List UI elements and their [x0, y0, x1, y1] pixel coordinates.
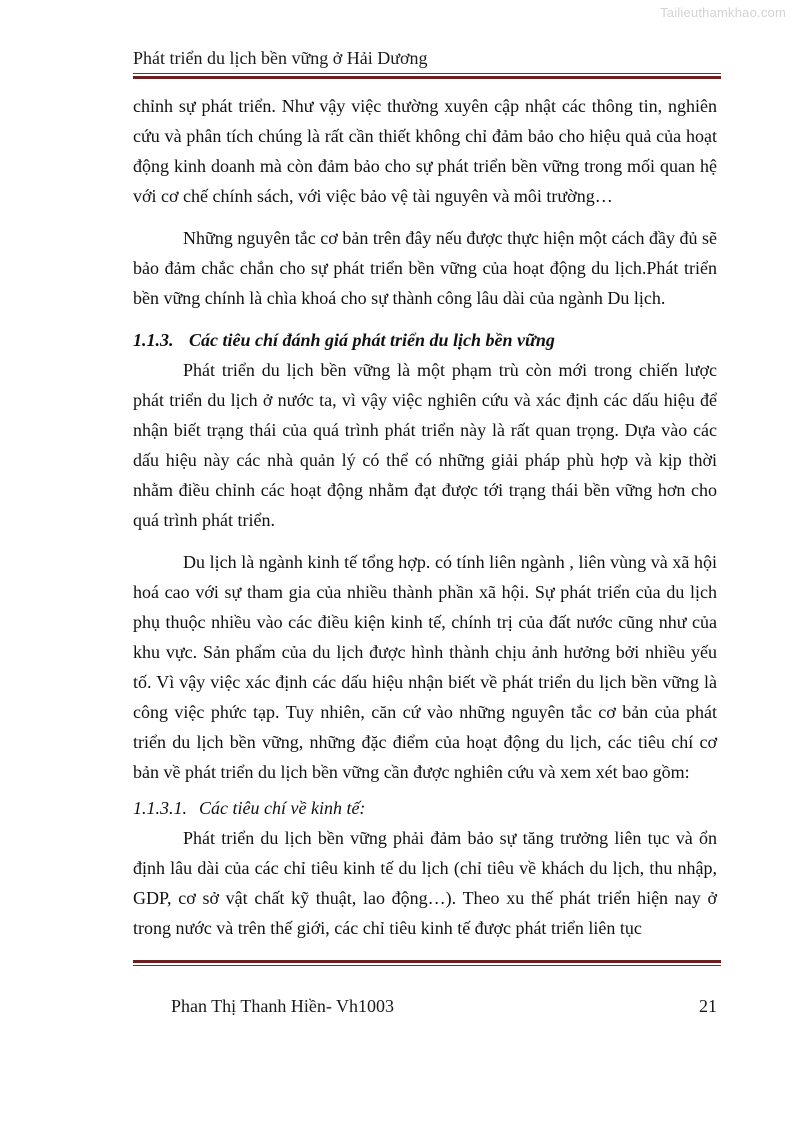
footer-rule-thick: [133, 960, 721, 963]
paragraph-5: Phát triển du lịch bền vững phải đảm bảo sự tăng trưởng liên tục và ổn định lâu dài của các chỉ tiêu kinh tế du lịch (chỉ tiêu về khách du lịch, thu nhập, GDP, cơ sở vật chất kỹ thuật, lao động…). Theo xu thế phát triển hiện nay ở trong nước và trên thế giới, các chỉ tiêu kinh tế được phát triển liên tục: [133, 828, 717, 938]
watermark-text: Tailieuthamkhao.com: [660, 5, 786, 20]
running-header-title: Phát triển du lịch bền vững ở Hải Dương: [133, 48, 428, 68]
section-number: 1.1.3.: [133, 330, 174, 350]
footer-rule-thin: [133, 965, 721, 966]
page-number: 21: [699, 996, 717, 1016]
footer-author: Phan Thị Thanh Hiền- Vh1003: [171, 996, 394, 1016]
paragraph-2: Những nguyên tắc cơ bản trên đây nếu được thực hiện một cách đầy đủ sẽ bảo đảm chắc chắn cho sự phát triển bền vững của hoạt động du lịch.Phát triển bền vững chính là chìa khoá cho sự thành công lâu dài của ngành Du lịch.: [133, 228, 717, 308]
section-heading: [133, 325, 717, 355]
subsection-heading: [133, 793, 717, 823]
header-rule-thin: [133, 73, 721, 74]
page-body: [133, 91, 717, 943]
subsection-number: 1.1.3.1.: [133, 798, 187, 818]
paragraph-1: chỉnh sự phát triển. Như vậy việc thường xuyên cập nhật các thông tin, nghiên cứu và phân tích chúng là rất cần thiết không chỉ đảm bảo cho hiệu quả của hoạt động kinh doanh mà còn đảm bảo cho sự phát triển bền vững trong mối quan hệ với cơ chế chính sách, với việc bảo vệ tài nguyên và môi trường…: [133, 96, 717, 206]
section-title: Các tiêu chí đánh giá phát triển du lịch bền vững: [189, 330, 555, 350]
header-rule-thick: [133, 76, 721, 79]
paragraph-3: Phát triển du lịch bền vững là một phạm trù còn mới trong chiến lược phát triển du lịch ở nước ta, vì vậy việc nghiên cứu và xác định các dấu hiệu để nhận biết trạng thái của quá trình phát triển này là rất quan trọng. Dựa vào các dấu hiệu này các nhà quản lý có thể có những giải pháp phù hợp và kịp thời nhằm điều chỉnh các hoạt động nhằm đạt được tới trạng thái bền vững hơn cho quá trình phát triển.: [133, 360, 717, 530]
subsection-title: Các tiêu chí về kinh tế:: [199, 798, 366, 818]
paragraph-4: Du lịch là ngành kinh tế tổng hợp. có tính liên ngành , liên vùng và xã hội hoá cao với sự tham gia của nhiều thành phần xã hội. Sự phát triển của du lịch phụ thuộc nhiều vào các điều kiện kinh tế, chính trị của đất nước cũng như của khu vực. Sản phẩm của du lịch được hình thành chịu ảnh hưởng bởi nhiều yếu tố. Vì vậy việc xác định các dấu hiệu nhận biết về phát triển du lịch bền vững là công việc phức tạp. Tuy nhiên, căn cứ vào những nguyên tắc cơ bản của phát triển du lịch bền vững, những đặc điểm của hoạt động du lịch, các tiêu chí cơ bản về phát triển du lịch bền vững cần được nghiên cứu và xem xét bao gồm:: [133, 552, 717, 782]
